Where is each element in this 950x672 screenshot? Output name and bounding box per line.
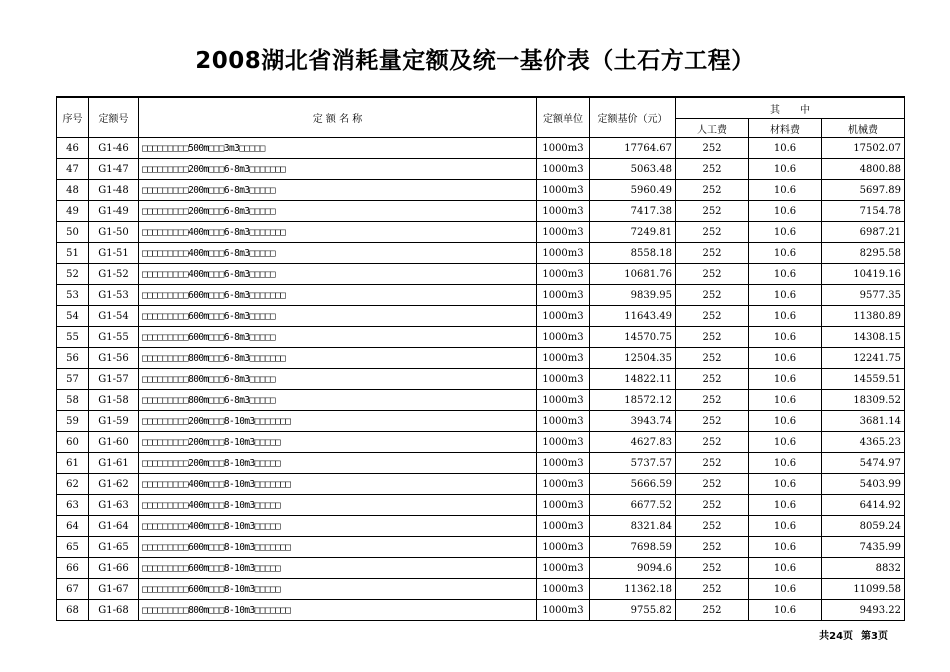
cell-name: □□□□□□□□□400m□□□6-8m3□□□□□ [139, 264, 537, 285]
cell-material: 10.6 [749, 432, 822, 453]
cell-code: G1-65 [89, 537, 139, 558]
cell-machine: 8832 [822, 558, 905, 579]
cell-unit: 1000m3 [537, 285, 590, 306]
cell-base-price: 9755.82 [590, 600, 676, 621]
cell-code: G1-60 [89, 432, 139, 453]
table-row [57, 159, 905, 180]
cell-machine: 11099.58 [822, 579, 905, 600]
cell-seq: 49 [57, 201, 89, 222]
cell-base-price: 17764.67 [590, 138, 676, 159]
cell-labor: 252 [676, 264, 749, 285]
cell-base-price: 9094.6 [590, 558, 676, 579]
cell-seq: 63 [57, 495, 89, 516]
cell-unit: 1000m3 [537, 222, 590, 243]
cell-seq: 60 [57, 432, 89, 453]
cell-code: G1-48 [89, 180, 139, 201]
cell-labor: 252 [676, 453, 749, 474]
cell-code: G1-68 [89, 600, 139, 621]
cell-material: 10.6 [749, 369, 822, 390]
cell-labor: 252 [676, 180, 749, 201]
cell-seq: 57 [57, 369, 89, 390]
cell-name: □□□□□□□□□600m□□□6-8m3□□□□□□□ [139, 285, 537, 306]
cell-machine: 5697.89 [822, 180, 905, 201]
cell-unit: 1000m3 [537, 558, 590, 579]
cell-base-price: 11643.49 [590, 306, 676, 327]
cell-unit: 1000m3 [537, 537, 590, 558]
cell-name: □□□□□□□□□200m□□□8-10m3□□□□□ [139, 432, 537, 453]
cell-seq: 67 [57, 579, 89, 600]
cell-seq: 58 [57, 390, 89, 411]
cell-name: □□□□□□□□□400m□□□6-8m3□□□□□□□ [139, 222, 537, 243]
cell-code: G1-58 [89, 390, 139, 411]
cell-labor: 252 [676, 390, 749, 411]
cell-name: □□□□□□□□□400m□□□8-10m3□□□□□ [139, 495, 537, 516]
table-row [57, 306, 905, 327]
table-row [57, 537, 905, 558]
cell-name: □□□□□□□□□200m□□□6-8m3□□□□□ [139, 180, 537, 201]
cell-material: 10.6 [749, 201, 822, 222]
table-row [57, 411, 905, 432]
cell-labor: 252 [676, 138, 749, 159]
cell-base-price: 9839.95 [590, 285, 676, 306]
cell-base-price: 12504.35 [590, 348, 676, 369]
cell-labor: 252 [676, 285, 749, 306]
cell-unit: 1000m3 [537, 201, 590, 222]
cell-seq: 56 [57, 348, 89, 369]
cell-unit: 1000m3 [537, 159, 590, 180]
cell-code: G1-66 [89, 558, 139, 579]
cell-name: □□□□□□□□□200m□□□8-10m3□□□□□ [139, 453, 537, 474]
header-unit: 定额单位 [537, 97, 590, 138]
cell-machine: 9577.35 [822, 285, 905, 306]
cell-seq: 65 [57, 537, 89, 558]
cell-name: □□□□□□□□□400m□□□6-8m3□□□□□ [139, 243, 537, 264]
table-row [57, 474, 905, 495]
cell-seq: 47 [57, 159, 89, 180]
cell-code: G1-62 [89, 474, 139, 495]
cell-name: □□□□□□□□□200m□□□6-8m3□□□□□□□ [139, 159, 537, 180]
cell-base-price: 18572.12 [590, 390, 676, 411]
cell-seq: 66 [57, 558, 89, 579]
cell-code: G1-54 [89, 306, 139, 327]
header-code: 定额号 [89, 97, 139, 138]
cell-machine: 6987.21 [822, 222, 905, 243]
cell-code: G1-63 [89, 495, 139, 516]
cell-material: 10.6 [749, 264, 822, 285]
cell-material: 10.6 [749, 579, 822, 600]
cell-unit: 1000m3 [537, 600, 590, 621]
cell-unit: 1000m3 [537, 138, 590, 159]
cell-seq: 48 [57, 180, 89, 201]
cell-material: 10.6 [749, 159, 822, 180]
cell-material: 10.6 [749, 180, 822, 201]
table-row [57, 390, 905, 411]
table-row [57, 285, 905, 306]
cell-unit: 1000m3 [537, 348, 590, 369]
table-row [57, 264, 905, 285]
cell-code: G1-52 [89, 264, 139, 285]
cell-machine: 8295.58 [822, 243, 905, 264]
cell-code: G1-51 [89, 243, 139, 264]
quota-price-table [56, 96, 905, 621]
page-footer [811, 627, 888, 642]
cell-unit: 1000m3 [537, 516, 590, 537]
cell-unit: 1000m3 [537, 453, 590, 474]
cell-material: 10.6 [749, 495, 822, 516]
cell-unit: 1000m3 [537, 495, 590, 516]
cell-labor: 252 [676, 558, 749, 579]
cell-machine: 5403.99 [822, 474, 905, 495]
cell-name: □□□□□□□□□800m□□□8-10m3□□□□□□□ [139, 600, 537, 621]
cell-material: 10.6 [749, 411, 822, 432]
cell-labor: 252 [676, 348, 749, 369]
cell-material: 10.6 [749, 453, 822, 474]
cell-base-price: 5960.49 [590, 180, 676, 201]
cell-labor: 252 [676, 600, 749, 621]
cell-unit: 1000m3 [537, 411, 590, 432]
cell-name: □□□□□□□□□500m□□□3m3□□□□□ [139, 138, 537, 159]
header-name: 定 额 名 称 [139, 97, 537, 138]
table-header [57, 97, 905, 138]
cell-labor: 252 [676, 474, 749, 495]
cell-base-price: 6677.52 [590, 495, 676, 516]
cell-base-price: 3943.74 [590, 411, 676, 432]
table-row [57, 495, 905, 516]
cell-material: 10.6 [749, 537, 822, 558]
cell-code: G1-56 [89, 348, 139, 369]
cell-seq: 62 [57, 474, 89, 495]
cell-unit: 1000m3 [537, 474, 590, 495]
cell-name: □□□□□□□□□600m□□□6-8m3□□□□□ [139, 306, 537, 327]
cell-unit: 1000m3 [537, 180, 590, 201]
cell-code: G1-55 [89, 327, 139, 348]
cell-labor: 252 [676, 222, 749, 243]
cell-base-price: 8321.84 [590, 516, 676, 537]
table-row [57, 327, 905, 348]
table-row [57, 201, 905, 222]
cell-code: G1-64 [89, 516, 139, 537]
cell-seq: 54 [57, 306, 89, 327]
cell-machine: 14308.15 [822, 327, 905, 348]
cell-material: 10.6 [749, 516, 822, 537]
cell-name: □□□□□□□□□200m□□□6-8m3□□□□□ [139, 201, 537, 222]
cell-base-price: 7417.38 [590, 201, 676, 222]
cell-material: 10.6 [749, 474, 822, 495]
cell-material: 10.6 [749, 138, 822, 159]
table-row [57, 369, 905, 390]
cell-material: 10.6 [749, 285, 822, 306]
cell-code: G1-57 [89, 369, 139, 390]
cell-seq: 46 [57, 138, 89, 159]
cell-code: G1-61 [89, 453, 139, 474]
table-row [57, 453, 905, 474]
table-body [57, 138, 905, 621]
table-row [57, 243, 905, 264]
header-material: 材料费 [749, 119, 822, 138]
cell-name: □□□□□□□□□600m□□□8-10m3□□□□□ [139, 558, 537, 579]
cell-base-price: 11362.18 [590, 579, 676, 600]
cell-machine: 6414.92 [822, 495, 905, 516]
cell-unit: 1000m3 [537, 432, 590, 453]
cell-machine: 12241.75 [822, 348, 905, 369]
cell-machine: 8059.24 [822, 516, 905, 537]
cell-code: G1-53 [89, 285, 139, 306]
cell-seq: 52 [57, 264, 89, 285]
cell-unit: 1000m3 [537, 369, 590, 390]
cell-base-price: 8558.18 [590, 243, 676, 264]
cell-name: □□□□□□□□□600m□□□6-8m3□□□□□ [139, 327, 537, 348]
cell-labor: 252 [676, 159, 749, 180]
cell-code: G1-50 [89, 222, 139, 243]
cell-labor: 252 [676, 516, 749, 537]
cell-labor: 252 [676, 201, 749, 222]
header-machine: 机械费 [822, 119, 905, 138]
cell-labor: 252 [676, 306, 749, 327]
cell-unit: 1000m3 [537, 306, 590, 327]
cell-code: G1-47 [89, 159, 139, 180]
header-group: 其 中 [676, 97, 905, 119]
cell-name: □□□□□□□□□800m□□□6-8m3□□□□□ [139, 369, 537, 390]
cell-material: 10.6 [749, 222, 822, 243]
cell-seq: 61 [57, 453, 89, 474]
cell-machine: 9493.22 [822, 600, 905, 621]
table-row [57, 432, 905, 453]
cell-seq: 59 [57, 411, 89, 432]
cell-code: G1-49 [89, 201, 139, 222]
cell-machine: 7435.99 [822, 537, 905, 558]
cell-machine: 4800.88 [822, 159, 905, 180]
cell-machine: 18309.52 [822, 390, 905, 411]
cell-name: □□□□□□□□□600m□□□8-10m3□□□□□□□ [139, 537, 537, 558]
cell-seq: 68 [57, 600, 89, 621]
cell-unit: 1000m3 [537, 264, 590, 285]
cell-base-price: 7698.59 [590, 537, 676, 558]
cell-name: □□□□□□□□□800m□□□6-8m3□□□□□□□ [139, 348, 537, 369]
cell-unit: 1000m3 [537, 579, 590, 600]
cell-seq: 51 [57, 243, 89, 264]
header-seq: 序号 [57, 97, 89, 138]
total-pages: 共24页 [819, 631, 854, 642]
cell-machine: 5474.97 [822, 453, 905, 474]
cell-labor: 252 [676, 327, 749, 348]
cell-code: G1-67 [89, 579, 139, 600]
cell-labor: 252 [676, 411, 749, 432]
table-row [57, 558, 905, 579]
cell-base-price: 5737.57 [590, 453, 676, 474]
header-labor: 人工费 [676, 119, 749, 138]
cell-labor: 252 [676, 537, 749, 558]
cell-name: □□□□□□□□□400m□□□8-10m3□□□□□ [139, 516, 537, 537]
table-row [57, 579, 905, 600]
cell-name: □□□□□□□□□200m□□□8-10m3□□□□□□□ [139, 411, 537, 432]
cell-name: □□□□□□□□□600m□□□8-10m3□□□□□ [139, 579, 537, 600]
cell-labor: 252 [676, 495, 749, 516]
cell-labor: 252 [676, 369, 749, 390]
cell-unit: 1000m3 [537, 390, 590, 411]
cell-seq: 64 [57, 516, 89, 537]
cell-material: 10.6 [749, 558, 822, 579]
cell-base-price: 5666.59 [590, 474, 676, 495]
cell-seq: 53 [57, 285, 89, 306]
cell-material: 10.6 [749, 243, 822, 264]
cell-code: G1-59 [89, 411, 139, 432]
cell-unit: 1000m3 [537, 327, 590, 348]
cell-machine: 3681.14 [822, 411, 905, 432]
cell-base-price: 14570.75 [590, 327, 676, 348]
cell-machine: 17502.07 [822, 138, 905, 159]
cell-labor: 252 [676, 579, 749, 600]
cell-base-price: 7249.81 [590, 222, 676, 243]
table-row [57, 600, 905, 621]
cell-base-price: 10681.76 [590, 264, 676, 285]
cell-name: □□□□□□□□□800m□□□6-8m3□□□□□ [139, 390, 537, 411]
table-row [57, 180, 905, 201]
current-page: 第3页 [861, 631, 888, 642]
cell-machine: 7154.78 [822, 201, 905, 222]
cell-base-price: 4627.83 [590, 432, 676, 453]
cell-base-price: 5063.48 [590, 159, 676, 180]
cell-labor: 252 [676, 243, 749, 264]
cell-labor: 252 [676, 432, 749, 453]
cell-material: 10.6 [749, 327, 822, 348]
cell-machine: 14559.51 [822, 369, 905, 390]
cell-name: □□□□□□□□□400m□□□8-10m3□□□□□□□ [139, 474, 537, 495]
cell-material: 10.6 [749, 390, 822, 411]
cell-base-price: 14822.11 [590, 369, 676, 390]
table-row [57, 222, 905, 243]
cell-machine: 10419.16 [822, 264, 905, 285]
cell-material: 10.6 [749, 348, 822, 369]
cell-machine: 4365.23 [822, 432, 905, 453]
table-row [57, 516, 905, 537]
cell-seq: 50 [57, 222, 89, 243]
table-row [57, 138, 905, 159]
cell-seq: 55 [57, 327, 89, 348]
cell-unit: 1000m3 [537, 243, 590, 264]
header-base-price: 定额基价（元） [590, 97, 676, 138]
cell-code: G1-46 [89, 138, 139, 159]
cell-material: 10.6 [749, 306, 822, 327]
page-title: 2008湖北省消耗量定额及统一基价表（土石方工程） [195, 48, 755, 74]
cell-material: 10.6 [749, 600, 822, 621]
cell-machine: 11380.89 [822, 306, 905, 327]
table-row [57, 348, 905, 369]
